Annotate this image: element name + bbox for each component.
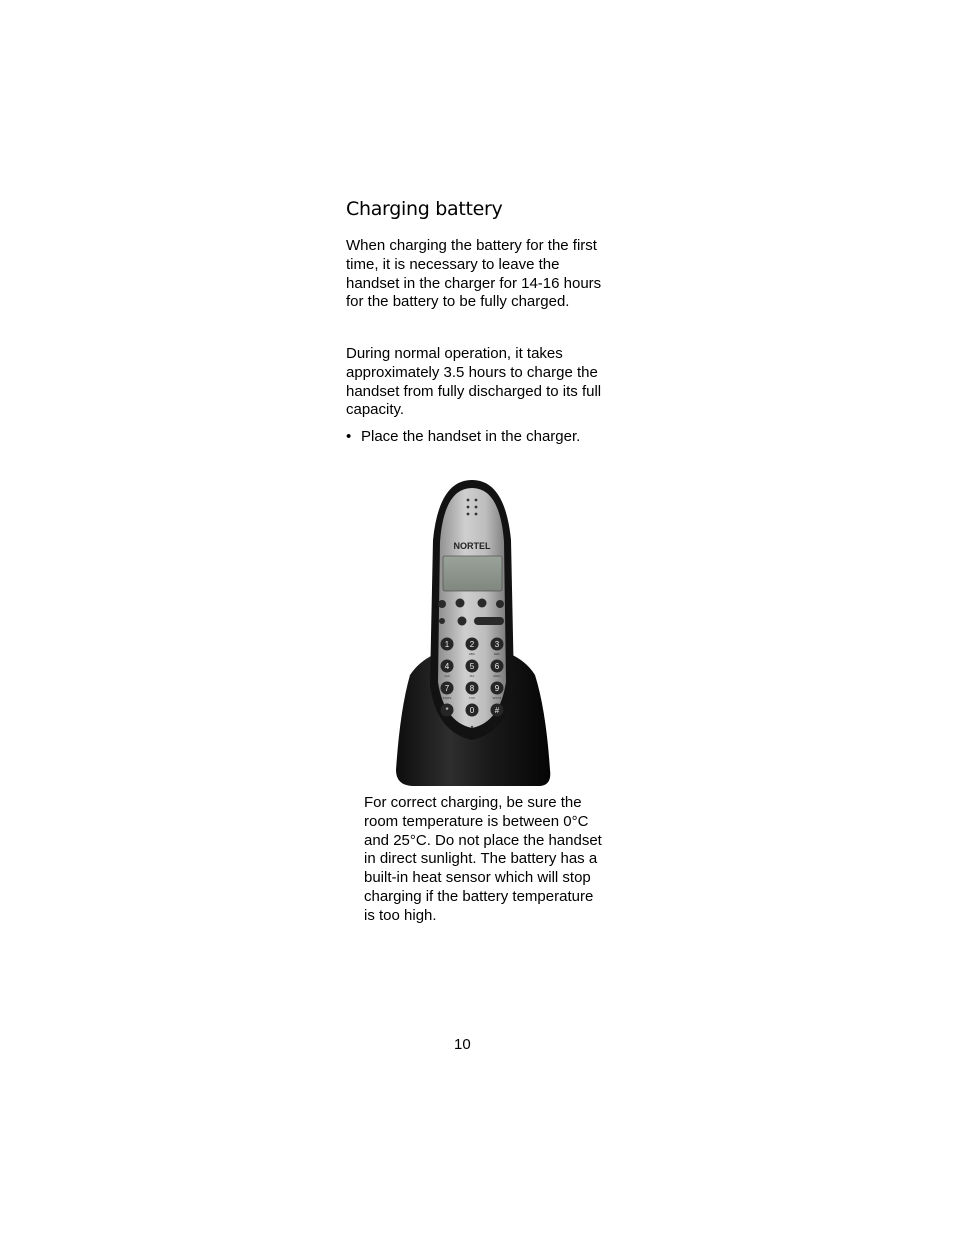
key-digit: 0	[469, 706, 475, 715]
page-number: 10	[454, 1036, 471, 1053]
key-digit: *	[445, 706, 449, 715]
handset-in-charger-photo	[390, 470, 555, 790]
key-digit: 2	[469, 640, 475, 649]
keypad-key	[466, 704, 479, 717]
key-digit: 1	[444, 640, 450, 649]
key-letters: TUV	[469, 696, 475, 700]
key-letters: DEF	[494, 652, 500, 656]
keypad-key	[491, 704, 504, 717]
list-item	[346, 427, 580, 446]
key-letters: WXYZ	[492, 696, 502, 700]
key-letters: PQRS	[442, 696, 452, 700]
bullet-marker: •	[346, 428, 352, 445]
key-digit: 9	[494, 684, 500, 693]
key-digit: 3	[494, 640, 500, 649]
brand-logo: NORTEL	[453, 541, 491, 551]
keypad-key	[441, 704, 454, 717]
key-digit: 7	[444, 684, 450, 693]
first-charge-paragraph: When charging the battery for the first time, it is necessary to leave the handset in the charger for 14-16 hours for the battery to be fully charged.	[346, 237, 602, 311]
instruction-list	[346, 427, 580, 446]
key-digit: #	[494, 706, 500, 715]
section-heading: Charging battery	[346, 198, 503, 220]
normal-charge-paragraph: During normal operation, it takes approximately 3.5 hours to charge the handset from fully discharged to its full capacity.	[346, 345, 602, 419]
key-letters: GHI	[444, 674, 450, 678]
key-digit: 5	[469, 662, 475, 671]
key-digit: 6	[494, 662, 500, 671]
instruction-text: Place the handset in the charger.	[361, 428, 581, 445]
key-digit: 4	[444, 662, 450, 671]
key-digit: 8	[469, 684, 475, 693]
keypad-key	[441, 638, 454, 651]
microphone-icon	[471, 726, 473, 728]
key-letters: MNO	[493, 674, 501, 678]
handset-display	[443, 556, 502, 591]
charging-note-paragraph: For correct charging, be sure the room temperature is between 0°C and 25°C. Do not place the handset in direct sunlight. The battery has a built-in heat sensor which will stop charging if the battery temperature is too high.	[364, 794, 602, 924]
key-letters: JKL	[469, 674, 475, 678]
key-letters: ABC	[468, 652, 476, 656]
